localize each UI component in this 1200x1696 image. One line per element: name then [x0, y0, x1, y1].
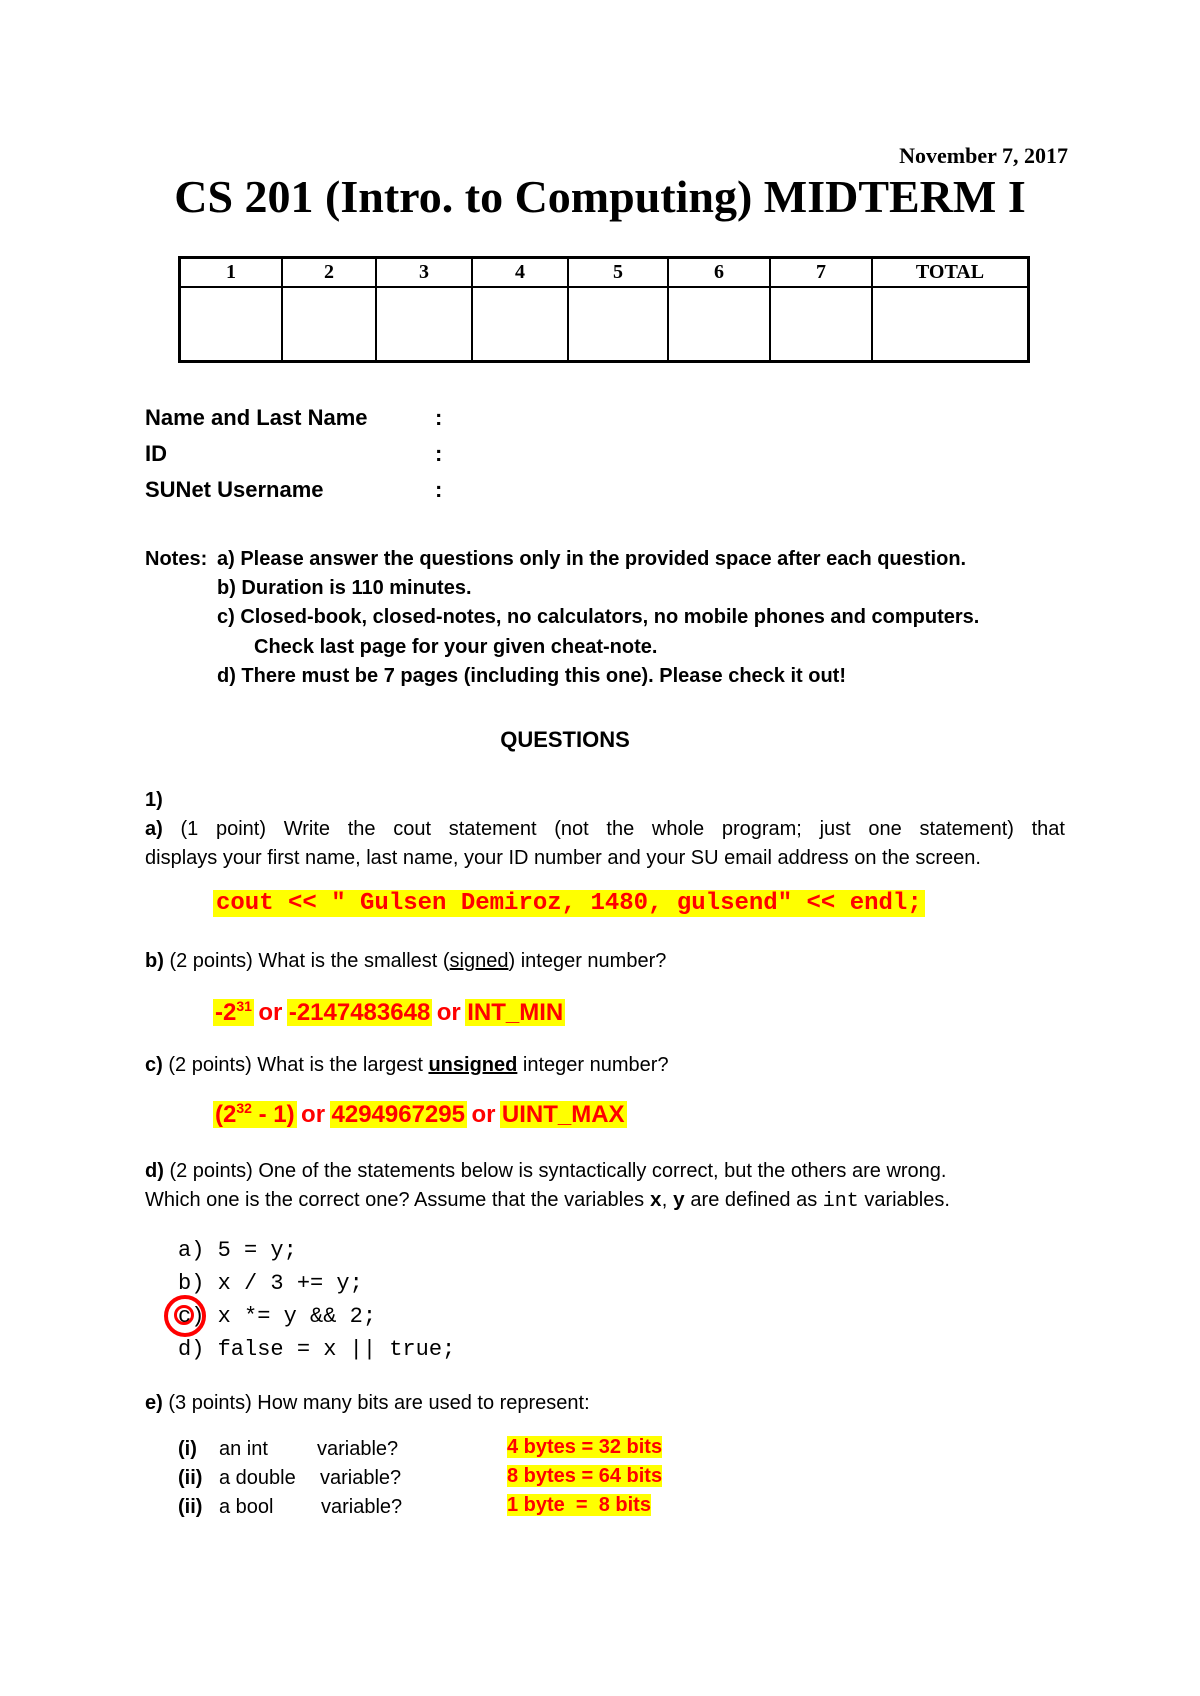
question-c-text-before: (2 points) What is the largest: [168, 1054, 429, 1076]
question-d-letter: d): [145, 1160, 164, 1182]
score-col-5: 5: [568, 258, 668, 288]
score-cell: [282, 287, 376, 362]
question-a-text-line2: displays your first name, last name, your ID number and your SU email address on the screen.: [145, 847, 981, 869]
answer-c-decimal: 4294967295: [331, 1101, 465, 1128]
answer-c-close: - 1): [251, 1101, 295, 1128]
answer-a-code: cout << " Gulsen Demiroz, 1480, gulsend" << endl;: [213, 890, 925, 917]
name-colon: :: [435, 405, 443, 430]
question-b-letter: b): [145, 950, 164, 972]
score-cell: [180, 287, 283, 362]
answer-b-or-1: or: [258, 999, 283, 1026]
note-a: a) Please answer the questions only in the provided space after each question.: [217, 548, 967, 570]
bits-row-2-answer-wrap: [507, 1465, 662, 1488]
question-e-letter: e): [145, 1392, 163, 1414]
bits-row-1-num: (i): [178, 1438, 197, 1460]
option-a: a) 5 = y;: [178, 1238, 297, 1263]
bits-row-2-num: (ii): [178, 1467, 203, 1489]
variable-x: x: [649, 1190, 662, 1213]
score-table-entry-row: [180, 287, 1029, 362]
answer-b-constant: INT_MIN: [467, 999, 564, 1026]
score-col-1: 1: [180, 258, 283, 288]
score-cell: [668, 287, 770, 362]
username-label: SUNet Username: [145, 477, 324, 502]
type-int: int: [822, 1190, 859, 1213]
bits-row-3-num: (ii): [178, 1496, 203, 1518]
score-cell: [770, 287, 872, 362]
questions-heading: QUESTIONS: [500, 727, 630, 752]
answer-b-base: -2: [215, 999, 237, 1026]
question-c: [145, 1054, 669, 1077]
option-c: c) x *= y && 2;: [178, 1304, 377, 1329]
notes-prefix: Notes:: [145, 548, 208, 570]
score-cell-total: [872, 287, 1029, 362]
answer-c: [213, 1100, 627, 1129]
answer-b-or-2: or: [436, 999, 461, 1026]
score-col-3: 3: [376, 258, 472, 288]
option-b: b) x / 3 += y;: [178, 1271, 363, 1296]
question-c-underlined: unsigned: [428, 1054, 518, 1076]
answer-c-power: [213, 1101, 297, 1128]
username-colon: :: [435, 477, 443, 502]
score-col-4: 4: [472, 258, 568, 288]
bits-row-2-suffix: variable?: [320, 1467, 402, 1489]
note-b: b) Duration is 110 minutes.: [217, 577, 472, 599]
answer-c-constant: UINT_MAX: [501, 1101, 625, 1128]
note-c: c) Closed-book, closed-notes, no calculators, no mobile phones and computers.: [217, 606, 980, 628]
id-colon: :: [435, 441, 443, 466]
exam-date: November 7, 2017: [899, 143, 1068, 168]
note-d: d) There must be 7 pages (including this one). Please check it out!: [217, 665, 847, 687]
question-d-comma: ,: [661, 1189, 673, 1211]
bits-row-1-answer: 4 bytes = 32 bits: [507, 1436, 663, 1458]
score-cell: [376, 287, 472, 362]
question-e: [145, 1392, 590, 1415]
exam-title: CS 201 (Intro. to Computing) MIDTERM I: [174, 171, 1026, 222]
score-col-6: 6: [668, 258, 770, 288]
question-c-letter: c): [145, 1054, 163, 1076]
selected-option-circle: [164, 1295, 206, 1337]
question-d-text2-after: variables.: [858, 1189, 950, 1211]
question-number: 1): [145, 789, 163, 811]
question-d: [145, 1160, 946, 1183]
score-cell: [472, 287, 568, 362]
answer-b-exponent: 31: [236, 998, 252, 1014]
question-a: [145, 818, 1065, 841]
answer-b-power: [213, 999, 254, 1026]
question-a-letter: a): [145, 818, 163, 840]
score-col-7: 7: [770, 258, 872, 288]
score-cell: [568, 287, 668, 362]
score-table: [178, 256, 1030, 363]
bits-row-3-suffix: variable?: [321, 1496, 403, 1518]
bits-row-3-answer: 1 byte = 8 bits: [507, 1494, 651, 1516]
score-table-header-row: [180, 258, 1029, 288]
question-b: [145, 950, 666, 973]
bits-row-2-type: a double: [219, 1467, 296, 1489]
note-c-continued: Check last page for your given cheat-note.: [254, 636, 658, 658]
answer-a: [213, 890, 925, 917]
answer-c-or-1: or: [301, 1101, 326, 1128]
question-d-text2-before: Which one is the correct one? Assume that the variables: [145, 1189, 650, 1211]
score-col-2: 2: [282, 258, 376, 288]
question-a-text: (1 point) Write the cout statement (not the whole program; just one statement) that: [180, 818, 1065, 840]
question-b-text-after: ) integer number?: [508, 950, 667, 972]
name-label: Name and Last Name: [145, 405, 368, 430]
bits-row-1-suffix: variable?: [317, 1438, 399, 1460]
bits-row-2-answer: 8 bytes = 64 bits: [507, 1465, 663, 1487]
bits-row-3-type: a bool: [219, 1496, 274, 1518]
id-label: ID: [145, 441, 167, 466]
question-d-line2: [145, 1189, 950, 1213]
question-b-text-before: (2 points) What is the smallest (: [169, 950, 450, 972]
question-d-text2-mid: are defined as: [684, 1189, 823, 1211]
score-col-total: TOTAL: [872, 258, 1029, 288]
bits-row-1-answer-wrap: [507, 1436, 662, 1459]
answer-b: [213, 998, 565, 1027]
answer-c-or-2: or: [471, 1101, 496, 1128]
question-b-underlined: signed: [449, 950, 509, 972]
question-c-text-after: integer number?: [517, 1054, 669, 1076]
bits-row-1-type: an int: [219, 1438, 268, 1460]
answer-c-exponent: 32: [236, 1100, 252, 1116]
answer-c-open: (2: [215, 1101, 237, 1128]
option-d: d) false = x || true;: [178, 1337, 456, 1362]
question-d-text: (2 points) One of the statements below is syntactically correct, but the others are wrong.: [169, 1160, 947, 1182]
question-e-text: (3 points) How many bits are used to represent:: [168, 1392, 590, 1414]
answer-b-decimal: -2147483648: [288, 999, 431, 1026]
variable-y: y: [672, 1190, 685, 1213]
bits-row-3-answer-wrap: [507, 1494, 651, 1517]
